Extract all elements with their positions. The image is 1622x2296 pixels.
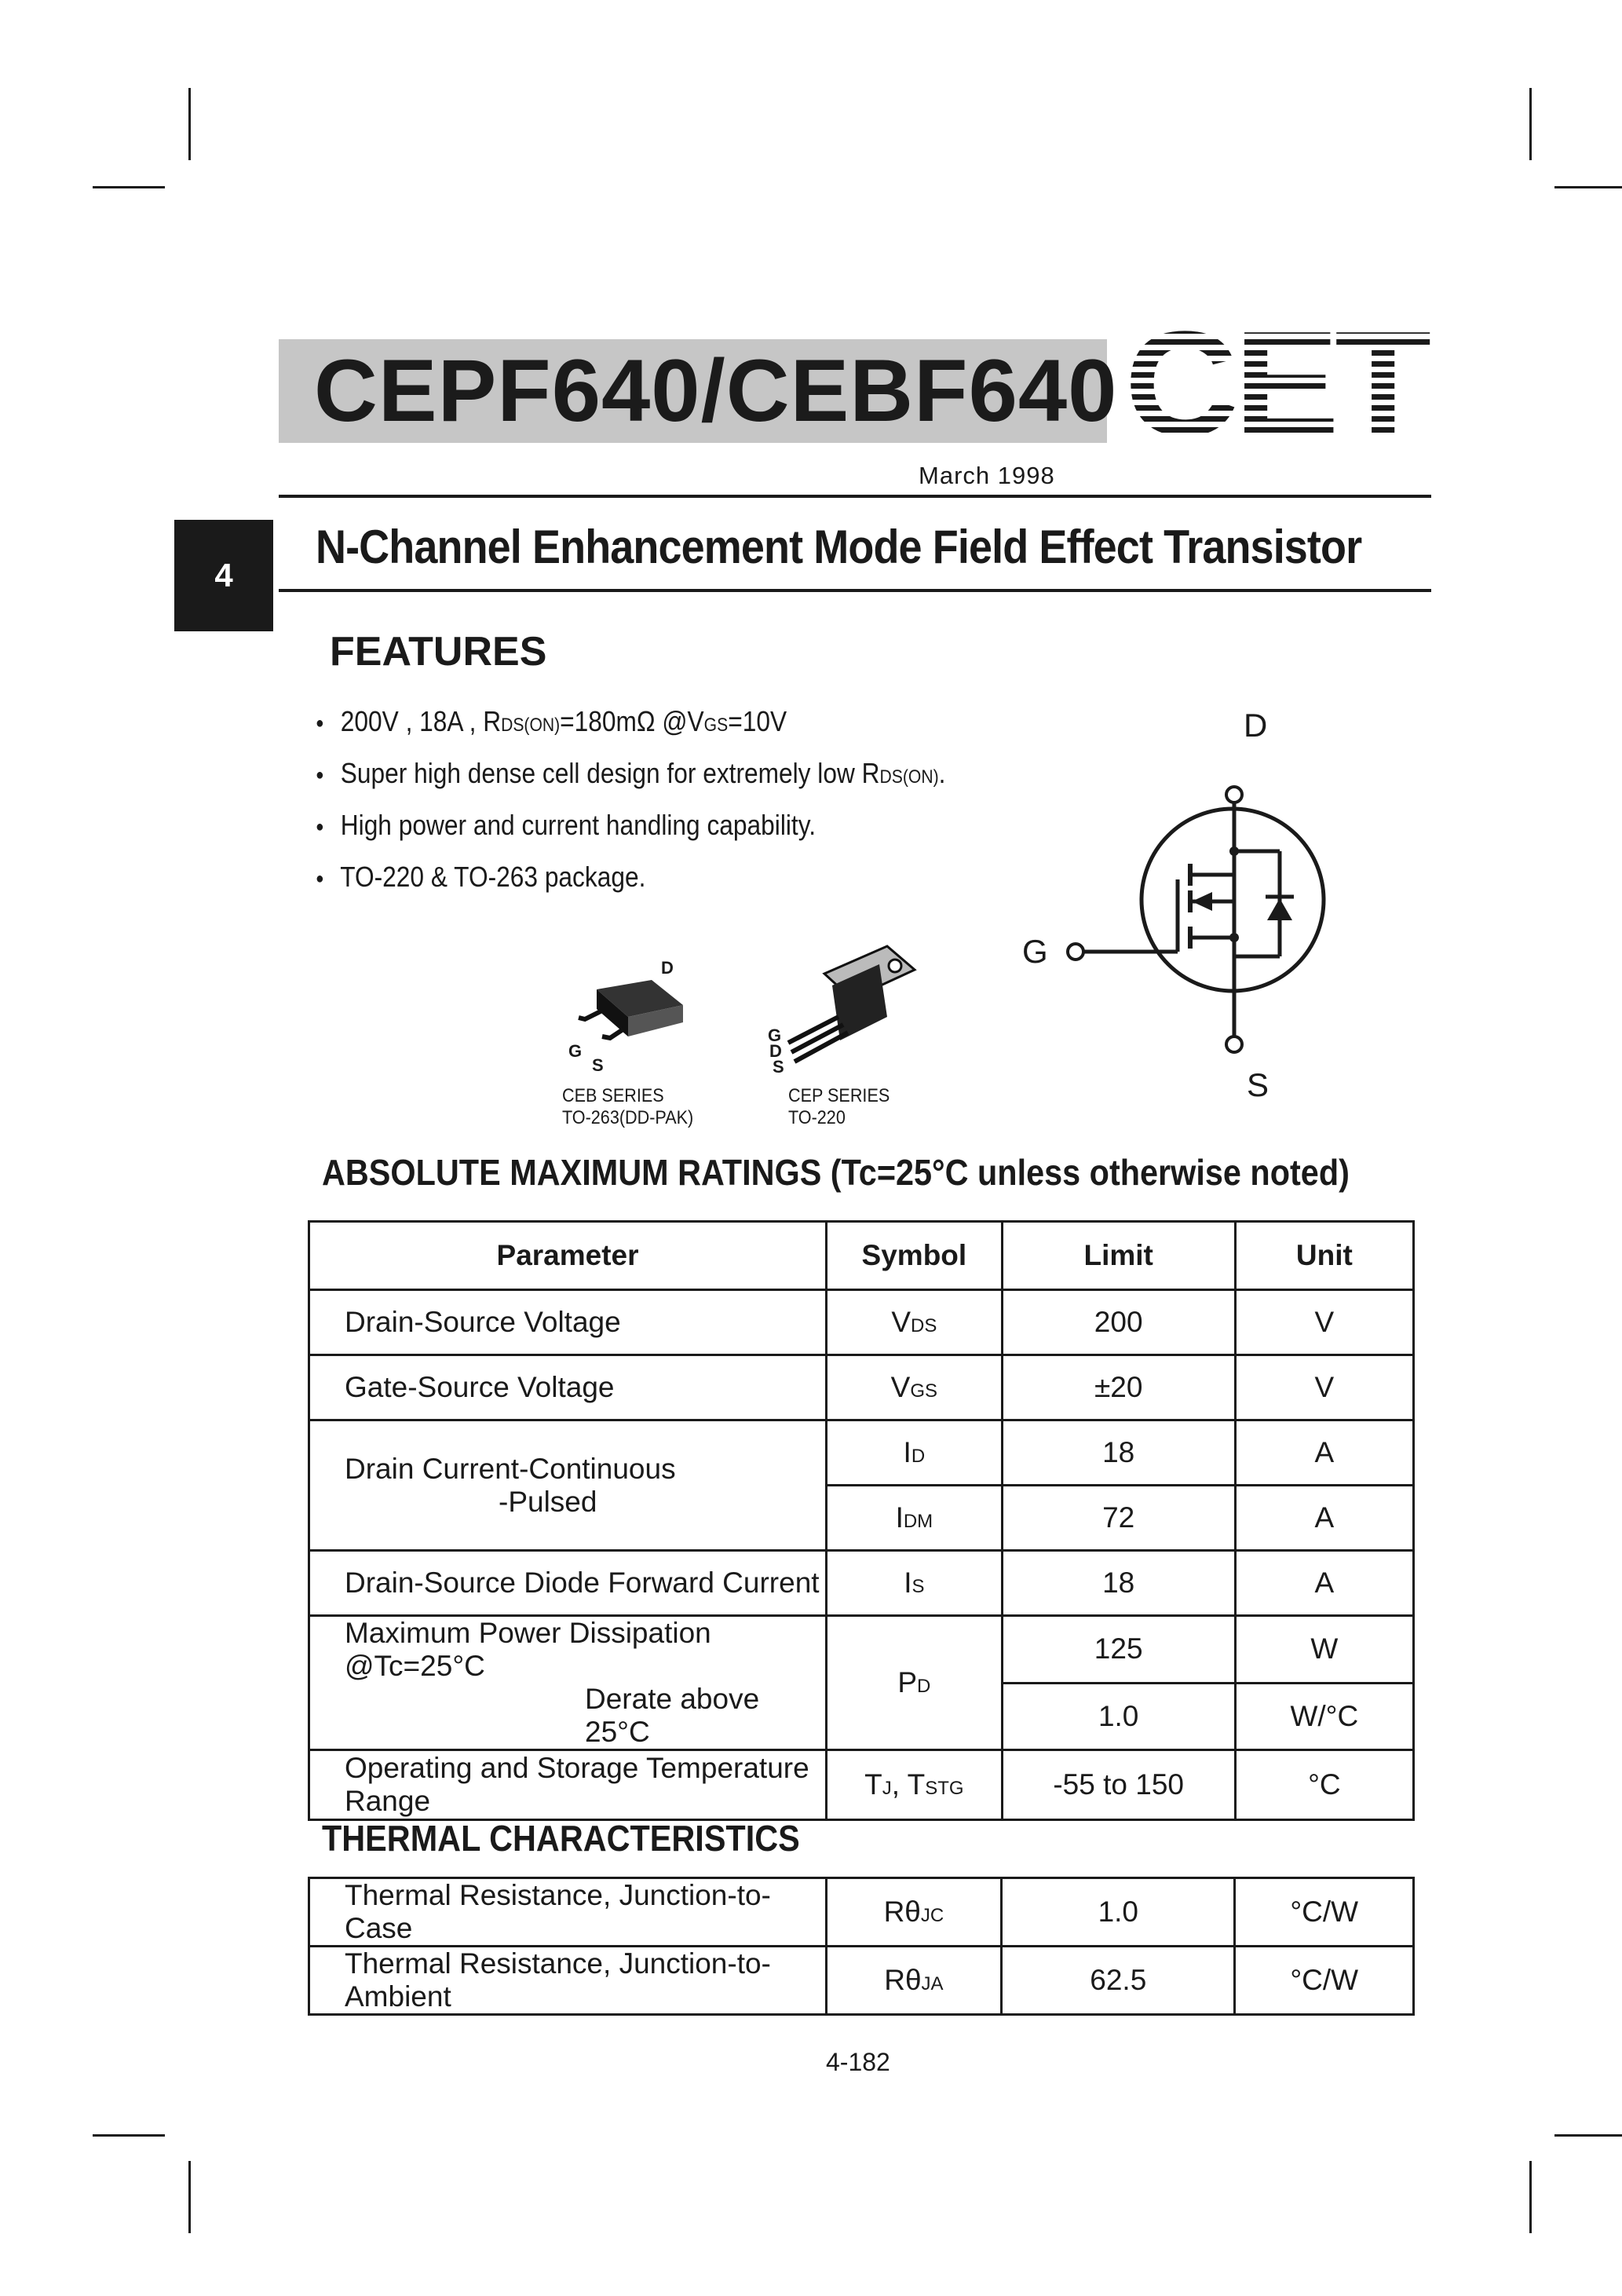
header-rule	[279, 495, 1431, 498]
param-cell: Drain Current-Continuous -Pulsed	[309, 1420, 827, 1551]
crop-mark	[93, 2134, 165, 2137]
drain-label: D	[1244, 707, 1268, 744]
unit-cell: A	[1235, 1420, 1413, 1486]
to220-package-icon	[777, 942, 919, 1068]
crop-mark	[1529, 2161, 1532, 2233]
symbol-cell: RθJA	[826, 1947, 1002, 2015]
table-row	[309, 1355, 1414, 1420]
cep-pin-g: G	[768, 1026, 782, 1045]
to263-package-icon	[565, 974, 691, 1052]
device-subtitle: N-Channel Enhancement Mode Field Effect Transistor	[316, 521, 1362, 573]
col-limit: Limit	[1002, 1222, 1235, 1290]
cep-pin-s: S	[773, 1057, 784, 1077]
limit-cell: 72	[1002, 1486, 1235, 1551]
features-list	[316, 705, 945, 912]
unit-cell: V	[1235, 1355, 1413, 1420]
limit-cell: -55 to 150	[1002, 1750, 1235, 1820]
col-unit: Unit	[1235, 1222, 1413, 1290]
logo-text: CET	[1124, 317, 1430, 443]
ceb-series-label: CEB SERIES TO-263(DD-PAK)	[562, 1085, 694, 1128]
cep-series-label: CEP SERIES TO-220	[788, 1085, 890, 1128]
param-cell: Maximum Power Dissipation @Tc=25°C Derate above 25°C	[309, 1616, 827, 1750]
crop-mark	[188, 88, 191, 160]
crop-mark	[1554, 2134, 1622, 2137]
unit-cell: A	[1235, 1551, 1413, 1616]
col-parameter: Parameter	[309, 1222, 827, 1290]
ratings-table	[308, 1220, 1415, 1821]
unit-cell: W/°C	[1235, 1683, 1413, 1750]
table-row	[309, 1878, 1414, 1947]
thermal-table	[308, 1877, 1415, 2016]
symbol-cell: ID	[827, 1420, 1003, 1486]
features-heading: FEATURES	[330, 629, 547, 675]
param-cell: Thermal Resistance, Junction-to-Case	[309, 1878, 827, 1947]
crop-mark	[1529, 88, 1532, 160]
symbol-cell: RθJC	[826, 1878, 1002, 1947]
param-cell: Gate-Source Voltage	[309, 1355, 827, 1420]
symbol-cell: VGS	[827, 1355, 1003, 1420]
param-cell: Drain-Source Voltage	[309, 1290, 827, 1355]
feature-item: ● Super high dense cell design for extremely low RDS(ON).	[316, 757, 945, 809]
limit-cell: 200	[1002, 1290, 1235, 1355]
cep-pin-d: D	[769, 1041, 782, 1061]
limit-cell: 125	[1002, 1616, 1235, 1684]
feature-item: ● High power and current handling capability.	[316, 809, 945, 861]
crop-mark	[1554, 186, 1622, 188]
col-symbol: Symbol	[827, 1222, 1003, 1290]
section-tab: 4	[174, 520, 273, 631]
crop-mark	[188, 2161, 191, 2233]
symbol-cell: PD	[827, 1616, 1003, 1750]
feature-item: ● 200V , 18A , RDS(ON)=180mΩ @VGS=10V	[316, 705, 945, 757]
symbol-cell: IDM	[827, 1486, 1003, 1551]
mosfet-schematic	[1052, 746, 1366, 1076]
page-number: 4-182	[826, 2048, 890, 2076]
param-cell: Thermal Resistance, Junction-to-Ambient	[309, 1947, 827, 2015]
crop-mark	[93, 186, 165, 188]
symbol-cell: TJ, TSTG	[827, 1750, 1003, 1820]
unit-cell: V	[1235, 1290, 1413, 1355]
table-row	[309, 1616, 1414, 1684]
limit-cell: 18	[1002, 1551, 1235, 1616]
unit-cell: A	[1235, 1486, 1413, 1551]
source-label: S	[1247, 1066, 1269, 1103]
table-header-row	[309, 1222, 1414, 1290]
ceb-pin-d: D	[661, 958, 674, 978]
symbol-cell: VDS	[827, 1290, 1003, 1355]
table-row	[309, 1290, 1414, 1355]
symbol-cell: IS	[827, 1551, 1003, 1616]
limit-cell: 1.0	[1002, 1683, 1235, 1750]
date: March 1998	[919, 462, 1055, 489]
limit-cell: ±20	[1002, 1355, 1235, 1420]
unit-cell: °C/W	[1235, 1878, 1414, 1947]
unit-cell: W	[1235, 1616, 1413, 1684]
feature-item: ● TO-220 & TO-263 package.	[316, 861, 945, 912]
cet-logo	[1124, 317, 1430, 443]
param-cell: Drain-Source Diode Forward Current	[309, 1551, 827, 1616]
unit-cell: °C/W	[1235, 1947, 1414, 2015]
unit-cell: °C	[1235, 1750, 1413, 1820]
thermal-heading: THERMAL CHARACTERISTICS	[322, 1818, 800, 1859]
gate-label: G	[1022, 933, 1048, 970]
ceb-pin-s: S	[592, 1055, 604, 1075]
limit-cell: 18	[1002, 1420, 1235, 1486]
ceb-pin-g: G	[568, 1041, 583, 1061]
limit-cell: 62.5	[1002, 1947, 1235, 2015]
ratings-heading: ABSOLUTE MAXIMUM RATINGS (Tc=25°C unless otherwise noted)	[322, 1152, 1350, 1193]
table-row	[309, 1947, 1414, 2015]
param-cell: Operating and Storage Temperature Range	[309, 1750, 827, 1820]
limit-cell: 1.0	[1002, 1878, 1235, 1947]
subtitle-rule	[279, 589, 1431, 592]
table-row	[309, 1551, 1414, 1616]
part-number-title: CEPF640/CEBF640	[314, 342, 1118, 440]
table-row	[309, 1420, 1414, 1486]
table-row	[309, 1750, 1414, 1820]
